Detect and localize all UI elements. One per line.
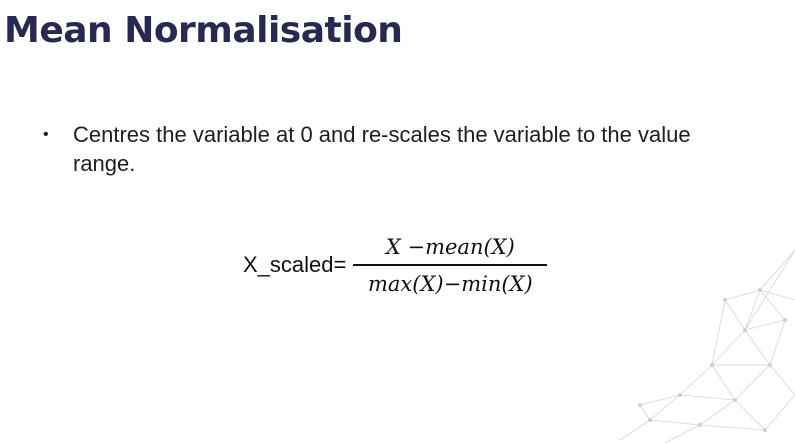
bullet-list (40, 120, 700, 178)
formula-fraction (353, 233, 547, 298)
slide-title: Mean Normalisation (4, 10, 403, 51)
formula-denominator: max(X)−min(X) (368, 271, 533, 296)
formula (243, 229, 547, 301)
bullet-text: Centres the variable at 0 and re-scales the variable to the value range. (73, 122, 691, 176)
formula-lhs: X_scaled= (243, 252, 347, 277)
bullet-item (40, 120, 700, 178)
bullet-icon: • (43, 126, 49, 143)
formula-numerator: X −mean(X) (385, 234, 515, 259)
